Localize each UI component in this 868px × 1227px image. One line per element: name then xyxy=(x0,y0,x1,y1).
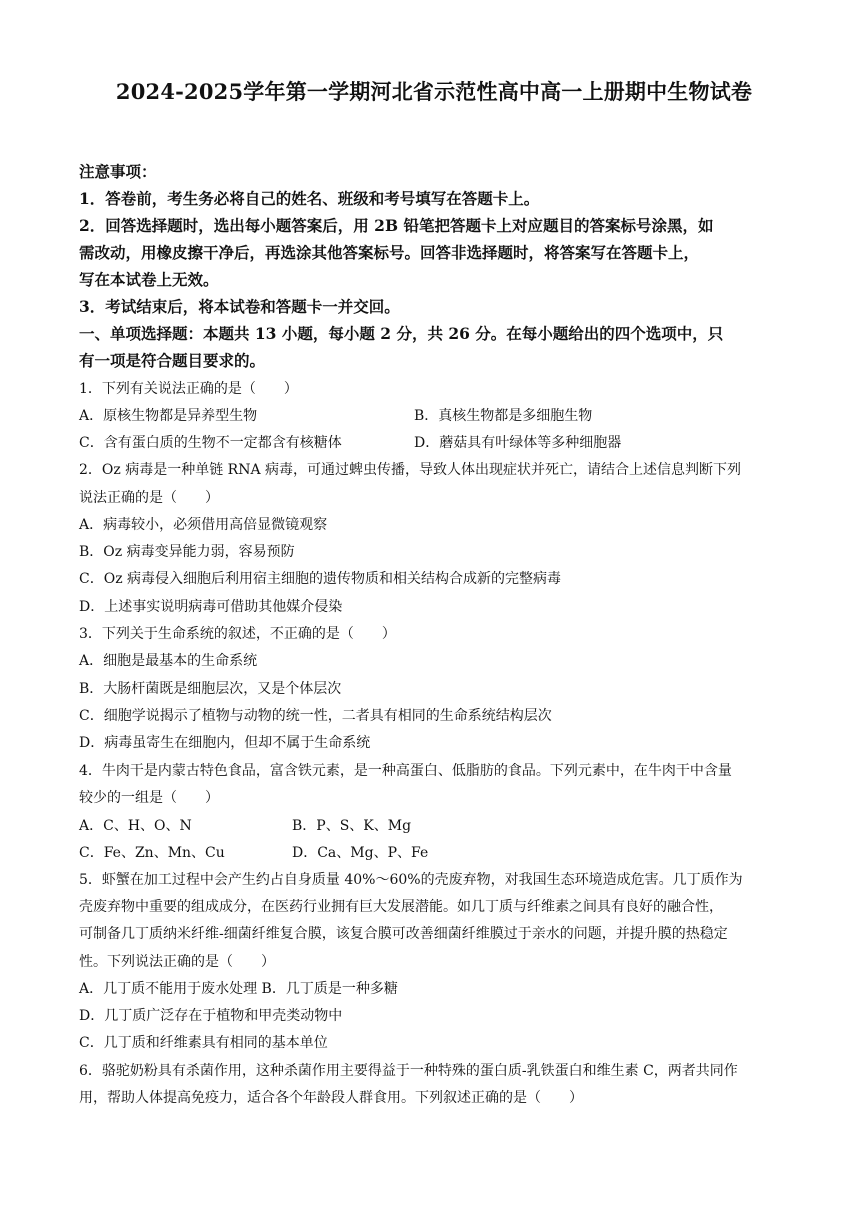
question-1-option-c: C．含有蛋白质的生物不一定都含有核糖体 xyxy=(79,435,342,451)
question-2-stem-line-1: 2．Oz 病毒是一种单链 RNA 病毒，可通过蜱虫传播，导致人体出现症状并死亡，请结合上述信息判断下列 xyxy=(79,462,742,478)
question-4-stem-line-1: 4．牛肉干是内蒙古特色食品，富含铁元素，是一种高蛋白、低脂肪的食品。下列元素中，在牛肉干中含量 xyxy=(79,763,732,779)
question-4-option-b: B．P、S、K、Mg xyxy=(292,818,412,834)
question-2-option-a: A．病毒较小，必须借用高倍显微镜观察 xyxy=(79,517,328,533)
question-2-option-d: D．上述事实说明病毒可借助其他媒介侵染 xyxy=(79,599,343,615)
question-3-option-b: B．大肠杆菌既是细胞层次，又是个体层次 xyxy=(79,681,342,697)
question-4-option-c: C．Fe、Zn、Mn、Cu xyxy=(79,845,225,861)
section-heading-line-1: 一、单项选择题：本题共 13 小题，每小题 2 分，共 26 分。在每小题给出的四个选项中，只 xyxy=(79,324,724,343)
question-5-stem-line-4: 性。下列说法正确的是（ ） xyxy=(79,954,275,970)
question-1-stem: 1．下列有关说法正确的是（ ） xyxy=(79,381,298,397)
question-4-option-a: A．C、H、O、N xyxy=(79,818,192,834)
question-5-stem-line-1: 5．虾蟹在加工过程中会产生约占自身质量 40%～60%的壳废弃物，对我国生态环境造成危害。几丁质作为 xyxy=(79,872,743,888)
question-1-option-a: A．原核生物都是异养型生物 xyxy=(79,408,258,424)
question-1-option-d: D．蘑菇具有叶绿体等多种细胞器 xyxy=(414,435,622,451)
question-5-option-c: C．几丁质和纤维素具有相同的基本单位 xyxy=(79,1035,328,1051)
question-4-option-d: D．Ca、Mg、P、Fe xyxy=(292,845,429,861)
question-6-stem-line-1: 6．骆驼奶粉具有杀菌作用，这种杀菌作用主要得益于一种特殊的蛋白质-乳铁蛋白和维生素 C，两者共同作 xyxy=(79,1063,738,1079)
question-5-option-d: D．几丁质广泛存在于植物和甲壳类动物中 xyxy=(79,1008,343,1024)
question-1-option-b: B．真核生物都是多细胞生物 xyxy=(414,408,593,424)
question-5-stem-line-3: 可制备几丁质纳米纤维-细菌纤维复合膜，该复合膜可改善细菌纤维膜过于亲水的问题，并提升膜的热稳定 xyxy=(79,926,728,942)
notice-item-2-line-3: 写在本试卷上无效。 xyxy=(79,270,219,289)
question-2-stem-line-2: 说法正确的是（ ） xyxy=(79,490,219,506)
notice-item-3: 3．考试结束后，将本试卷和答题卡一并交回。 xyxy=(79,297,400,316)
question-3-stem: 3．下列关于生命系统的叙述，不正确的是（ ） xyxy=(79,626,396,642)
question-5-options-a-b: A．几丁质不能用于废水处理 B．几丁质是一种多糖 xyxy=(79,981,398,997)
question-3-option-d: D．病毒虽寄生在细胞内，但却不属于生命系统 xyxy=(79,735,371,751)
section-heading-line-2: 有一项是符合题目要求的。 xyxy=(79,351,266,370)
question-6-stem-line-2: 用，帮助人体提高免疫力，适合各个年龄段人群食用。下列叙述正确的是（ ） xyxy=(79,1090,583,1106)
exam-title: 2024-2025学年第一学期河北省示范性高中高一上册期中生物试卷 xyxy=(115,79,753,104)
notice-item-1: 1．答卷前，考生务必将自己的姓名、班级和考号填写在答题卡上。 xyxy=(79,189,540,208)
notice-item-2-line-2: 需改动，用橡皮擦干净后，再选涂其他答案标号。回答非选择题时，将答案写在答题卡上， xyxy=(79,243,700,262)
notice-heading: 注意事项： xyxy=(79,162,157,181)
notice-item-2-line-1: 2．回答选择题时，选出每小题答案后，用 2B 铅笔把答题卡上对应题目的答案标号涂黑，如 xyxy=(79,216,714,235)
question-2-option-c: C．Oz 病毒侵入细胞后利用宿主细胞的遗传物质和相关结构合成新的完整病毒 xyxy=(79,571,562,587)
question-4-stem-line-2: 较少的一组是（ ） xyxy=(79,790,219,806)
question-3-option-a: A．细胞是最基本的生命系统 xyxy=(79,653,258,669)
question-3-option-c: C．细胞学说揭示了植物与动物的统一性，二者具有相同的生命系统结构层次 xyxy=(79,708,552,724)
question-5-stem-line-2: 壳废弃物中重要的组成成分，在医药行业拥有巨大发展潜能。如几丁质与纤维素之间具有良好的融合性， xyxy=(79,899,723,915)
question-2-option-b: B．Oz 病毒变异能力弱，容易预防 xyxy=(79,544,295,560)
